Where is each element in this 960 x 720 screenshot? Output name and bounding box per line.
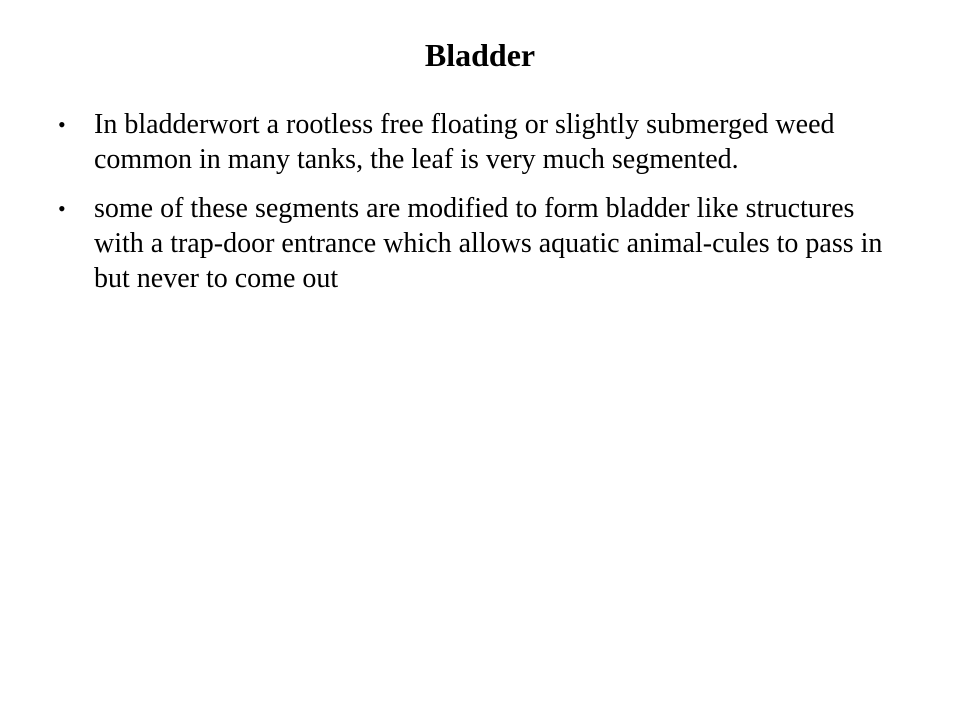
bullet-item <box>58 191 908 296</box>
bullet-item <box>58 107 908 177</box>
bullet-dot-icon: • <box>58 196 66 221</box>
bullet-dot-icon: • <box>58 112 66 137</box>
bullet-text: In bladderwort a rootless free floating or slightly submerged weed common in many tanks, the leaf is very much segmented. <box>94 109 835 175</box>
bullet-text: some of these segments are modified to form bladder like structures with a trap-door entrance which allows aquatic animal-cules to pass in but never to come out <box>94 193 883 294</box>
bullet-list <box>58 107 908 310</box>
slide-title: Bladder <box>424 37 536 73</box>
